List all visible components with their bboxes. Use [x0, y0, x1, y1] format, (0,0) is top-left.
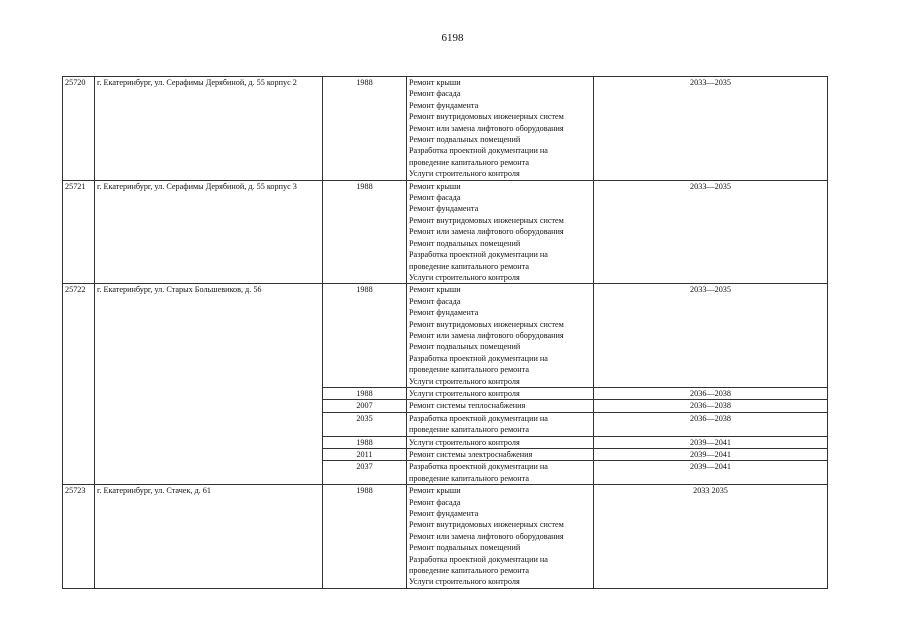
- page-number: 6198: [441, 32, 464, 44]
- work-type: Ремонт фундамента: [409, 204, 479, 214]
- work-types-cell: [407, 284, 594, 388]
- work-type: Ремонт крыши: [409, 486, 461, 496]
- work-types-cell: [407, 461, 594, 485]
- work-type: Услуги строительного контроля: [409, 169, 520, 179]
- work-type: Разработка проектной документации на: [409, 413, 548, 423]
- period-cell: 2039—2041: [594, 461, 828, 485]
- work-types-cell: [407, 180, 594, 284]
- work-types-cell: [407, 400, 594, 412]
- work-type: Ремонт фундамента: [409, 100, 479, 110]
- work-type: Ремонт крыши: [409, 181, 461, 191]
- year-cell: 1988: [323, 180, 407, 284]
- capital-repair-table: [62, 76, 828, 589]
- address-cell: г. Екатеринбург, ул. Стачек, д. 61: [95, 485, 323, 589]
- year-cell: 2007: [323, 400, 407, 412]
- year-cell: 1988: [323, 436, 407, 448]
- work-type: Ремонт подвальных помещений: [409, 135, 521, 145]
- work-types-cell: [407, 77, 594, 181]
- work-types-cell: [407, 449, 594, 461]
- work-type: Ремонт внутридомовых инженерных систем: [409, 112, 564, 122]
- year-cell: 1988: [323, 387, 407, 399]
- work-type: Ремонт или замена лифтового оборудования: [409, 227, 564, 237]
- work-type: Ремонт подвальных помещений: [409, 238, 521, 248]
- work-type: Ремонт системы электроснабжения: [409, 450, 533, 459]
- work-type: Услуги строительного контроля: [409, 577, 520, 587]
- work-type: Ремонт фундамента: [409, 509, 479, 519]
- year-cell: 1988: [323, 485, 407, 589]
- year-cell: 2035: [323, 412, 407, 436]
- year-cell: 2037: [323, 461, 407, 485]
- work-type: Ремонт фасада: [409, 497, 461, 507]
- period-cell: 2033 2035: [594, 485, 828, 589]
- work-types-cell: [407, 387, 594, 399]
- table-row: [63, 77, 828, 181]
- period-cell: 2039—2041: [594, 449, 828, 461]
- work-type: Ремонт системы теплоснабжения: [409, 401, 526, 411]
- address-cell: г. Екатеринбург, ул. Серафимы Дерябиной, д. 55 корпус 3: [95, 180, 323, 284]
- work-type: Ремонт или замена лифтового оборудования: [409, 123, 564, 133]
- table-row: [63, 180, 828, 284]
- table-row: [63, 284, 828, 388]
- work-type: Ремонт крыши: [409, 285, 461, 295]
- house-id-cell: 25722: [63, 284, 95, 485]
- work-type: Ремонт подвальных помещений: [409, 543, 521, 553]
- work-type: Разработка проектной документации на: [409, 554, 548, 564]
- period-cell: 2036—2038: [594, 387, 828, 399]
- table-body: [63, 77, 828, 589]
- period-cell: 2036—2038: [594, 412, 828, 436]
- work-type: Услуги строительного контроля: [409, 437, 520, 447]
- period-cell: 2036—2038: [594, 400, 828, 412]
- house-id-cell: 25723: [63, 485, 95, 589]
- work-type: Ремонт подвальных помещений: [409, 342, 521, 352]
- period-cell: 2033—2035: [594, 284, 828, 388]
- year-cell: 2011: [323, 449, 407, 461]
- work-type: Ремонт внутридомовых инженерных систем: [409, 319, 564, 329]
- work-type: Ремонт или замена лифтового оборудования: [409, 330, 564, 340]
- work-type: Разработка проектной документации на: [409, 146, 548, 156]
- work-type: Услуги строительного контроля: [409, 388, 520, 398]
- house-id-cell: 25721: [63, 180, 95, 284]
- year-cell: 1988: [323, 77, 407, 181]
- work-types-cell: [407, 485, 594, 589]
- work-type: Ремонт внутридомовых инженерных систем: [409, 215, 564, 225]
- year-cell: 1988: [323, 284, 407, 388]
- work-type: проведение капитального ремонта: [409, 365, 529, 375]
- period-cell: 2033—2035: [594, 77, 828, 181]
- work-type: Ремонт или замена лифтового оборудования: [409, 531, 564, 541]
- address-cell: г. Екатеринбург, ул. Серафимы Дерябиной, д. 55 корпус 2: [95, 77, 323, 181]
- work-types-cell: [407, 436, 594, 448]
- work-type: Ремонт крыши: [409, 78, 461, 87]
- table-row: [63, 485, 828, 589]
- period-cell: 2039—2041: [594, 436, 828, 448]
- work-type: проведение капитального ремонта: [409, 157, 529, 167]
- work-type: Разработка проектной документации на: [409, 250, 548, 260]
- period-cell: 2033—2035: [594, 180, 828, 284]
- work-type: Ремонт фасада: [409, 296, 461, 306]
- work-type: проведение капитального ремонта: [409, 566, 529, 576]
- work-type: проведение капитального ремонта: [409, 261, 529, 271]
- work-type: Ремонт фасада: [409, 193, 461, 203]
- work-types-cell: [407, 412, 594, 436]
- address-cell: г. Екатеринбург, ул. Старых Большевиков, д. 56: [95, 284, 323, 485]
- work-type: Разработка проектной документации на: [409, 462, 548, 472]
- work-type: Ремонт фундамента: [409, 308, 479, 318]
- work-type: Ремонт внутридомовых инженерных систем: [409, 520, 564, 530]
- work-type: Услуги строительного контроля: [409, 376, 520, 386]
- work-type: Разработка проектной документации на: [409, 353, 548, 363]
- work-type: Услуги строительного контроля: [409, 272, 520, 282]
- work-type: Ремонт фасада: [409, 89, 461, 99]
- work-type: проведение капитального ремонта: [409, 473, 529, 483]
- work-type: проведение капитального ремонта: [409, 425, 529, 435]
- house-id-cell: 25720: [63, 77, 95, 181]
